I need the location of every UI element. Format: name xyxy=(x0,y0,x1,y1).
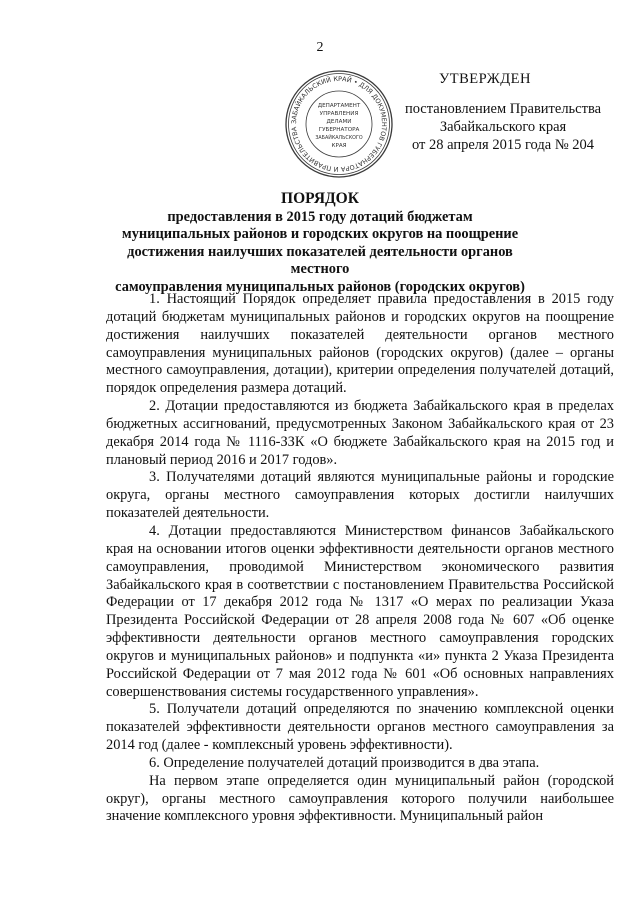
document-heading xyxy=(110,190,530,296)
document-body xyxy=(106,291,614,826)
stamp-center-line: ЗАБАЙКАЛЬСКОГО xyxy=(315,136,363,141)
approval-title: УТВЕРЖДЕН xyxy=(439,71,531,87)
heading-line: достижения наилучших показателей деятельности органов местного xyxy=(127,243,513,277)
stamp-center-line: ДЕПАРТАМЕНТ xyxy=(317,103,361,109)
heading-line: самоуправления муниципальных районов (городских округов) xyxy=(115,278,525,295)
heading-title: ПОРЯДОК xyxy=(281,190,359,207)
paragraph-2: 2. Дотации предоставляются из бюджета Забайкальского края в пределах бюджетных ассигнований, предусмотренных Законом Забайкальского края от 23 декабря 2014 года № 1116-ЗЗК «О бюджете Забайкальского края на 2015 год и плановый период 2016 и 2017 годов». xyxy=(106,398,614,468)
heading-line: муниципальных районов и городских округов на поощрение xyxy=(121,226,519,242)
paragraph-4: 4. Дотации предоставляются Министерством финансов Забайкальского края на основании итогов оценки эффективности деятельности органов местного самоуправления, проводимой Министерством экономического развития Забайкальского края в соответствии с постановлением Правительства Российской Федерации от 17 декабря 2012 года № 1317 «О мерах по реализации Указа Президента Российской Федерации от 28 апреля 2008 года № 607 «Об оценке эффективности деятельности органов местного самоуправления городских округов и муниципальных районов» и подпункта «и» пункта 2 Указа Президента Российской Федерации от 7 мая 2012 года № 601 «Об основных направлениях совершенствования системы государственного управления». xyxy=(106,522,614,700)
stamp-center-line: ДЕЛАМИ xyxy=(326,119,352,125)
page-number: 2 xyxy=(316,40,324,55)
approval-block xyxy=(383,70,623,154)
approval-line: Забайкальского края xyxy=(439,119,567,135)
heading-line: предоставления в 2015 году дотаций бюджетам xyxy=(167,208,473,225)
paragraph-5: 5. Получатели дотаций определяются по значению комплексной оценки показателей эффективности деятельности органов местного самоуправления за 2014 год (далее - комплексный уровень эффективности). xyxy=(106,701,614,754)
approval-line: от 28 апреля 2015 года № 204 xyxy=(411,137,595,153)
official-stamp xyxy=(283,68,395,180)
approval-line: постановлением Правительства xyxy=(404,101,602,117)
paragraph-3: 3. Получателями дотаций являются муниципальные районы и городские округа, органы местного самоуправления которых достигли наилучших показателей деятельности. xyxy=(106,469,614,522)
paragraph-7: На первом этапе определяется один муниципальный район (городской округ), органы местного самоуправления которого получили наибольшее значение комплексного уровня эффективности. Муниципальный район xyxy=(106,772,614,825)
stamp-center-line: УПРАВЛЕНИЯ xyxy=(319,111,359,117)
stamp-center-line: КРАЯ xyxy=(331,143,347,149)
stamp-ring-text: ЗАБАЙКАЛЬСКИЙ КРАЙ • ДЛЯ ДОКУМЕНТОВ ГУБЕРНАТОРА И ПРАВИТЕЛЬСТВА xyxy=(289,74,389,174)
paragraph-6: 6. Определение получателей дотаций производится в два этапа. xyxy=(149,754,540,771)
paragraph-1: 1. Настоящий Порядок определяет правила предоставления в 2015 году дотаций бюджетам муниципальных районов и городских округов на поощрение достижения наилучших показателей деятельности органов местного самоуправления муниципальных районов (городских округов) (далее – органы местного самоуправления, дотации), критерии определения получателей дотаций, порядок определения размера дотаций. xyxy=(106,291,614,397)
stamp-center-line: ГУБЕРНАТОРА xyxy=(318,127,360,133)
